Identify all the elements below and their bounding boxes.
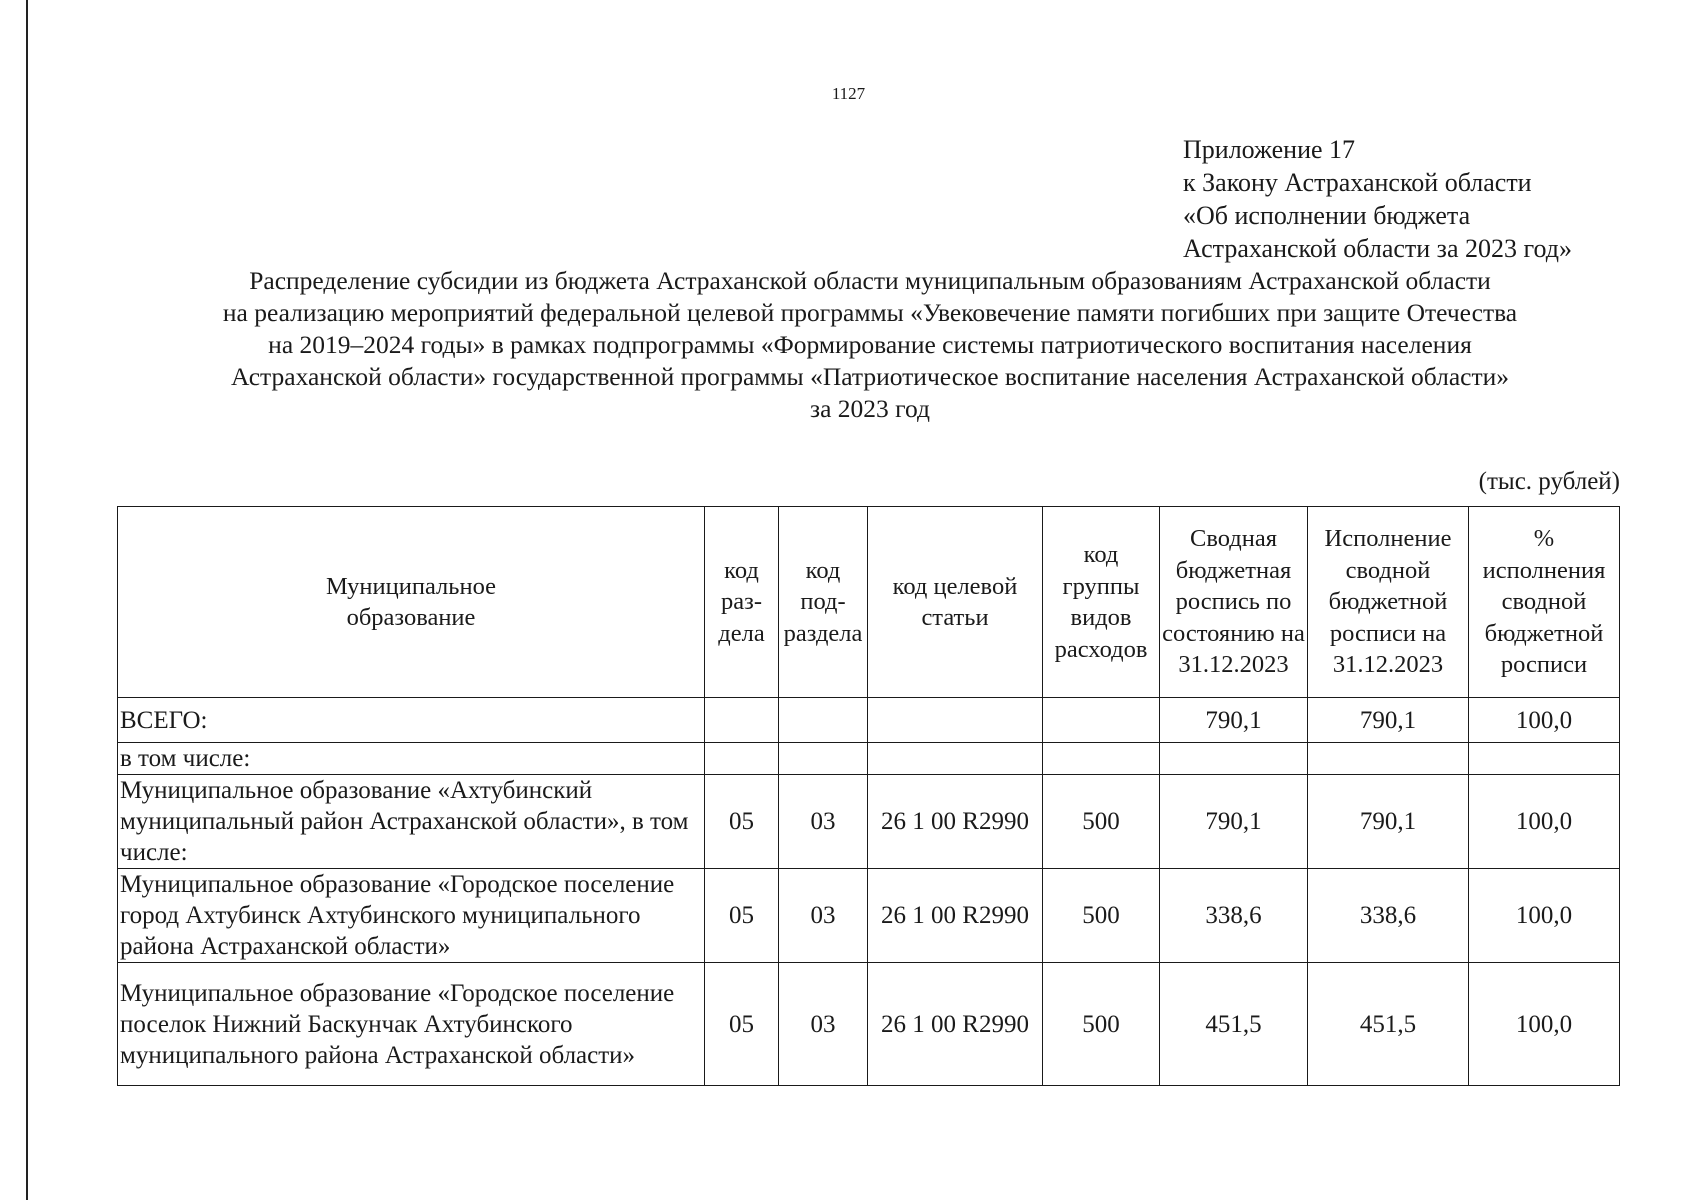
execution-value: 451,5 bbox=[1308, 963, 1469, 1086]
section-code: 05 bbox=[705, 963, 779, 1086]
appendix-reference bbox=[1183, 133, 1572, 265]
budget-list-value: 451,5 bbox=[1160, 963, 1308, 1086]
empty-cell bbox=[779, 743, 868, 775]
total-percent: 100,0 bbox=[1469, 698, 1620, 743]
table-header-row bbox=[118, 507, 1620, 698]
table-row bbox=[118, 775, 1620, 869]
empty-cell bbox=[868, 743, 1043, 775]
expense-group-code: 500 bbox=[1043, 869, 1160, 963]
scan-edge-line bbox=[26, 0, 28, 1200]
target-code: 26 1 00 R2990 bbox=[868, 963, 1043, 1086]
subsection-code: 03 bbox=[779, 775, 868, 869]
including-label: в том числе: bbox=[118, 743, 705, 775]
including-row bbox=[118, 743, 1620, 775]
empty-cell bbox=[705, 743, 779, 775]
total-execution: 790,1 bbox=[1308, 698, 1469, 743]
appendix-line: к Закону Астраханской области bbox=[1183, 168, 1532, 197]
total-budget-list: 790,1 bbox=[1160, 698, 1308, 743]
target-code: 26 1 00 R2990 bbox=[868, 869, 1043, 963]
municipality-name: Муниципальное образование «Городское поселение поселок Нижний Баскунчак Ахтубинского муниципального района Астраханской области» bbox=[118, 963, 705, 1086]
expense-group-code: 500 bbox=[1043, 775, 1160, 869]
header-percent: % исполнения сводной бюджетной росписи bbox=[1469, 507, 1620, 698]
header-section-code: код раз-дела bbox=[705, 507, 779, 698]
empty-cell bbox=[1469, 743, 1620, 775]
empty-cell bbox=[779, 698, 868, 743]
percent-value: 100,0 bbox=[1469, 869, 1620, 963]
empty-cell bbox=[1308, 743, 1469, 775]
title-line: на реализацию мероприятий федеральной целевой программы «Увековечение памяти погибших при защите Отечества bbox=[222, 298, 1518, 327]
table-row bbox=[118, 963, 1620, 1086]
units-label: (тыс. рублей) bbox=[1478, 468, 1620, 495]
percent-value: 100,0 bbox=[1469, 775, 1620, 869]
appendix-line: Астраханской области за 2023 год» bbox=[1183, 234, 1572, 263]
subsidy-table bbox=[117, 506, 1620, 1086]
title-line: Распределение субсидии из бюджета Астраханской области муниципальным образованиям Астраханской области bbox=[249, 266, 1491, 295]
section-code: 05 bbox=[705, 869, 779, 963]
appendix-line: Приложение 17 bbox=[1183, 135, 1356, 164]
appendix-line: «Об исполнении бюджета bbox=[1183, 201, 1471, 230]
target-code: 26 1 00 R2990 bbox=[868, 775, 1043, 869]
title-line: за 2023 год bbox=[810, 394, 930, 423]
document-title bbox=[120, 265, 1620, 425]
execution-value: 338,6 bbox=[1308, 869, 1469, 963]
empty-cell bbox=[868, 698, 1043, 743]
header-municipality: Муниципальное образование bbox=[118, 507, 705, 698]
empty-cell bbox=[1160, 743, 1308, 775]
header-expense-group-code: код группы видов расходов bbox=[1043, 507, 1160, 698]
empty-cell bbox=[1043, 698, 1160, 743]
header-subsection-code: код под-раздела bbox=[779, 507, 868, 698]
expense-group-code: 500 bbox=[1043, 963, 1160, 1086]
title-line: Астраханской области» государственной программы «Патриотическое воспитание населения Астраханской области» bbox=[230, 362, 1510, 391]
municipality-name: Муниципальное образование «Ахтубинский муниципальный район Астраханской области», в том числе: bbox=[118, 775, 705, 869]
empty-cell bbox=[705, 698, 779, 743]
budget-list-value: 790,1 bbox=[1160, 775, 1308, 869]
municipality-name: Муниципальное образование «Городское поселение город Ахтубинск Ахтубинского муниципального района Астраханской области» bbox=[118, 869, 705, 963]
budget-list-value: 338,6 bbox=[1160, 869, 1308, 963]
total-label: ВСЕГО: bbox=[118, 698, 705, 743]
page-number: 1127 bbox=[831, 84, 866, 103]
empty-cell bbox=[1043, 743, 1160, 775]
section-code: 05 bbox=[705, 775, 779, 869]
execution-value: 790,1 bbox=[1308, 775, 1469, 869]
percent-value: 100,0 bbox=[1469, 963, 1620, 1086]
header-budget-list: Сводная бюджетная роспись по состоянию на 31.12.2023 bbox=[1160, 507, 1308, 698]
total-row bbox=[118, 698, 1620, 743]
title-line: на 2019–2024 годы» в рамках подпрограммы «Формирование системы патриотического воспитания населения bbox=[268, 330, 1472, 359]
header-execution: Исполнение сводной бюджетной росписи на 31.12.2023 bbox=[1308, 507, 1469, 698]
subsection-code: 03 bbox=[779, 869, 868, 963]
subsection-code: 03 bbox=[779, 963, 868, 1086]
table-row bbox=[118, 869, 1620, 963]
header-target-code: код целевой статьи bbox=[868, 507, 1043, 698]
